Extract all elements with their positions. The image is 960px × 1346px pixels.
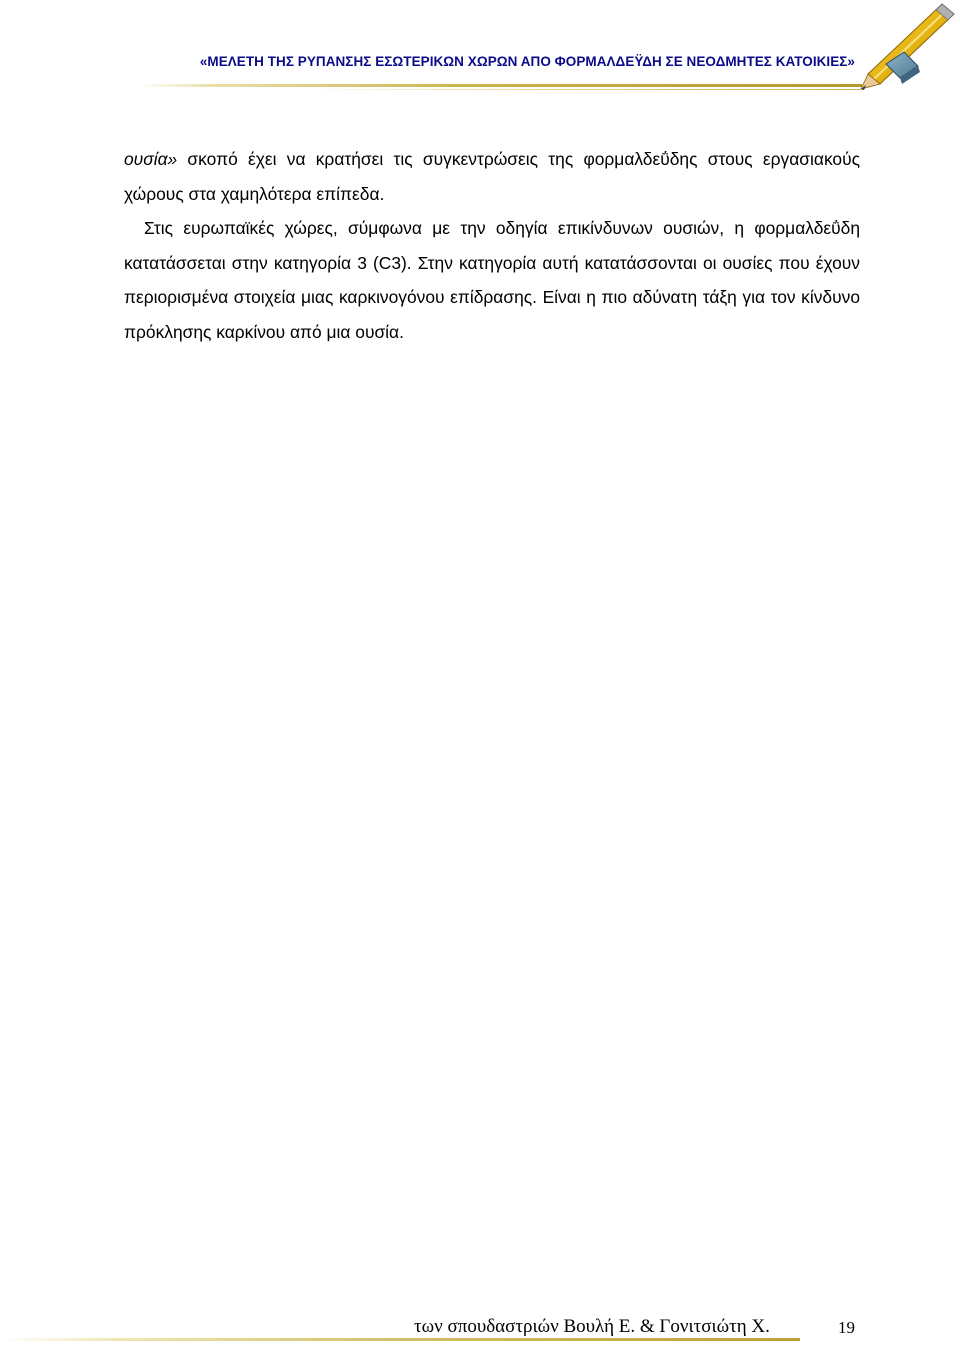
paragraph-2: Στις ευρωπαϊκές χώρες, σύμφωνα με την οδηγία επικίνδυνων ουσιών, η φορμαλδεΰδη κατατάσσεται στην κατηγορία 3 (C3). Στην κατηγορία αυτή κατατάσσονται οι ουσίες που έχουν περιορισμένα στοιχεία μιας καρκινογόνου επίδρασης. Είναι η πιο αδύνατη τάξη για τον κίνδυνο πρόκλησης καρκίνου από μια ουσία.: [124, 218, 860, 342]
italic-lead: ουσία»: [124, 149, 178, 169]
paragraph-1-text: σκοπό έχει να κρατήσει τις συγκεντρώσεις της φορμαλδεΰδης στους εργασιακούς χώρους στα χαμηλότερα επίπεδα.: [124, 149, 860, 204]
header-divider-thin: [300, 89, 860, 90]
footer-authors: των σπουδαστριών Βουλή Ε. & Γονιτσιώτη Χ.: [414, 1316, 770, 1337]
body-text: [124, 142, 860, 350]
page-number: 19: [838, 1318, 855, 1337]
header-title: «ΜΕΛΕΤΗ ΤΗΣ ΡΥΠΑΝΣΗΣ ΕΣΩΤΕΡΙΚΩΝ ΧΩΡΩΝ ΑΠΟ ΦΟΡΜΑΛΔΕΫΔΗ ΣΕ ΝΕΟΔΜΗΤΕΣ ΚΑΤΟΙΚΙΕΣ»: [199, 54, 855, 69]
pencil-icon: [858, 0, 960, 92]
paragraph-1: [124, 142, 860, 211]
footer-divider: [0, 1338, 800, 1341]
header-divider: [140, 84, 862, 87]
